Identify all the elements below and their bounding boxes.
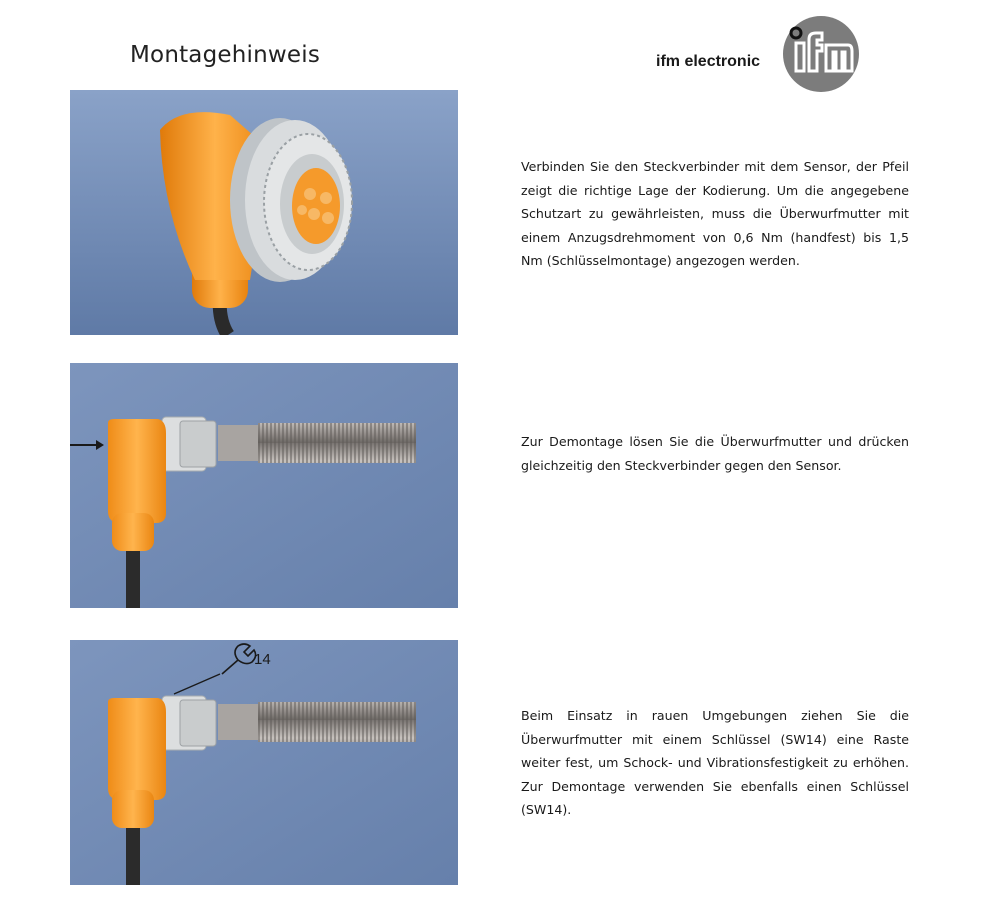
mounting-instruction-text: Verbinden Sie den Steckverbinder mit dem Sensor, der Pfeil zeigt die richtige Lage der Kodierung. Um die angegebene Schutzart zu gewährleisten, muss die Überwurfmutter mit einem Anzugsdrehmoment von 0,6 Nm (handfest) bis 1,5 Nm (Schlüsselmontage) angezogen werden. xyxy=(521,159,909,268)
ifm-logo xyxy=(782,15,860,93)
demounting-instruction-text: Zur Demontage lösen Sie die Überwurfmutter und drücken gleichzeitig den Steckverbinder gegen den Sensor. xyxy=(521,434,909,473)
page-title: Montagehinweis xyxy=(130,42,321,68)
connector-demounting-image xyxy=(70,363,458,608)
wrench-size-label: 14 xyxy=(254,651,271,668)
wrench-tightening-image xyxy=(70,640,458,885)
connector-mounting-image xyxy=(70,90,458,335)
brand-name: ifm electronic xyxy=(656,53,761,70)
wrench-instruction-text: Beim Einsatz in rauen Umgebungen ziehen Sie die Überwurfmutter mit einem Schlüssel (SW14) eine Raste weiter fest, um Schock- und Vibrationsfestigkeit zu erhöhen. Zur Demontage verwenden Sie ebenfalls einen Schlüssel (SW14). xyxy=(521,708,909,817)
